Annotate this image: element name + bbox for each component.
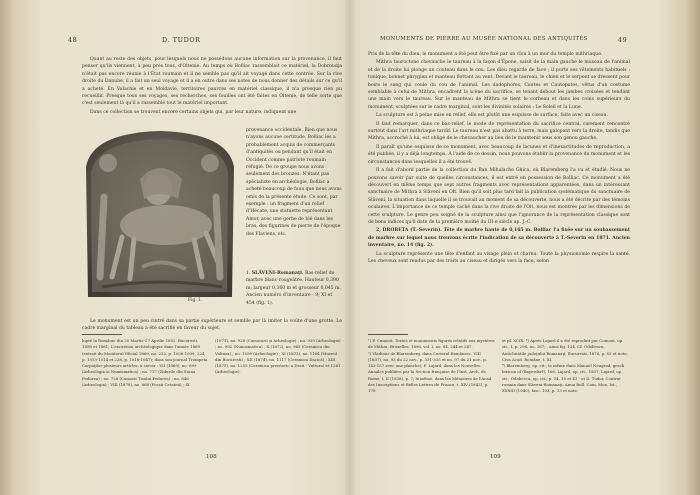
catalog-entry-text: Bas-relief de marbre blanc-rougeâtre. Hauteur 0,390 m; largeur 0,360 m et grosseur 0,045 m. Ancien numéro d'inventaire : 9; XI et 454 (fig. 1). — [246, 271, 341, 306]
right-paragraph-3: La sculpture est à peine mise en relief, elle est plutôt une esquisse de surface, faite avec un ciseau. — [376, 113, 608, 119]
right-paragraph-5: Il paraît qu'une esquisse de ce monument, avec beaucoup de lacunes et d'inexactitudes de reproduction, a été publiée, il y a déjà longtemps. À l'aide de ce dessin, nous pouvons établir la provenance du monument et les circonstances dans lesquelles il a été trouvé. — [368, 144, 630, 165]
right-footnote-rule — [368, 334, 408, 335]
right-paragraph-4: Il faut remarquer, dans ce bas-relief, le mode de représentation du sacrifice central, rarement rencontré surtout dans l'art mithriaque tardif. Le taureau n'est pas abattu à terre, mais galopant vers la droite, tandis que Mithra, accroché à lui, est obligé de le chevaucher au lieu de le maintenir sous son genou gauche. — [368, 121, 630, 142]
right-paragraph-1: Pris de la tête du dieu, le monument a été peut être fixé par un clou à un mur du temple mithriaque. — [368, 52, 603, 57]
right-footnote-3: et pl. XCIX. ³) Après Lajard il a été reproduit par Cumont, op. cit., I, p. 298, no. 187; , ainsi fig. 124. Cf. Odobescu, Antichitătile judeţului Romanaţi, Bucuresti, 1878, p. 83 et note; Civa Acad. Române, t. XI. — [502, 338, 628, 362]
left-page — [8, 0, 348, 495]
right-footnote-2: ²) Vladimir de Blaremberg, dans Curierul Românesc, VIII (1837), no. 93 du 22 nov., p. 331-335 et no. 97 du 21 nov., p. 143-157 avec une planche); F. Lajard, dans les Nouvelles Annales publiées par la Section française de l'Inst. Arch. de Rome, t. II (1838), p. 7; le même, dans les Mémoires de l'Acad. des Inscriptions et Belles Lettres de France, t. XIV (1843), p. 178 — [368, 350, 493, 394]
right-page — [352, 0, 692, 495]
left-footnote-col-1: lupté la Românie din 20 Martie-27 Aprilie 1852, Bucuresti, 1858 et 1861; L'excursion archéologique dans l'année 1869 (extrait du Monitorul Oficial 1869, no. 222, p. 1006-1009, 224, p. 1013-1014 et 228, p. 1018-1047); dans son journal Trompeta Carpaţilor plusieurs articles, à savoir : VII (1869), no. 699 (Arheologia și Numismatica) ; no. 717 (Zidurile din Stana Pedurea) ; no. 728 (Comorii Tisului Pedurea) ; no. 846 (Arheologia) ; VIII (1870), no. 868 (Focșii Cetateii) ; IX — [82, 338, 208, 388]
left-side-text — [246, 127, 342, 239]
right-paragraph-2: Mithra tauroctone chevauche le taureau à la façon d'Épone, saisit de la main gauche le museau de l'animal et de la droite lui plonge un couteau dans le cou. Les dieu regarde de face ; il porte ses vêtements habituels : tunique, bonnet phrygien et manteau flottant au vent. Devant le taureau, le chien et le serpent se dressent pour boire le sang qui coule du cou de l'animal. Les dadophores, Cautes et Cautopates, vêtus d'un costume semblable à celui de Mithra, encadrent la scène du sacrifice, se tenant debout les jambes croisées et tendant une main vers le taureau. Sur le manteau de Mithra se tient le corbeau et dans les coins supérieurs du monument, sculptées sur le cadre marginal, sont les divinités solaires : Le Soleil et la Lune. — [368, 60, 630, 110]
left-page-number: 108 — [206, 454, 217, 460]
right-header-folio: 49 — [618, 36, 628, 44]
right-header-title: MONUMENTS DE PIERRE AU MUSÉE NATIONAL DES ANTIQUITÉS — [380, 36, 588, 42]
catalog-entry-2: 2, DROBETA (T.-Severin). Tête de marbre haute de 0,165 m. Bolliac l'a fixée sur un soubassement de marbre sur lequel nous trouvons écrite l'indication de sa découverte à T.-Severin en 1871. Ancien inventaire, no. 14 (fig. 2). — [368, 228, 630, 249]
left-footnote-rule — [82, 334, 122, 335]
left-intro-paragraph-1: Quant au reste des objets, pour lesquels nous ne possédons aucune information sur la provenance, il faut penser qu'ils viennent, à peu près tous, d'Oltenie. Au temps où Bolliac rassemblait ce matériel, la Dobroudja n'était pas encore réunie à l'État roumain et il ne semble pas qu'il ait voyagé dans cette contrée. Sur la rive droite du Danube, il a fait un seul voyage et il a en outre dans ses notes de nous donner des détails sur ce qu'il a acheté. En Valachie et en Moldavie, territoires pauvres en matériel classique, il n'a presque rien pu recueillir. Presque tous ses voyages, ses recherches, ses fouilles ont été faites en Oltenie, de telle sorte que c'est seulement là qu'il a rassemblé tout le matériel important. — [82, 57, 342, 107]
catalog-entry-place: SLĂVENI-Romanaţi. — [251, 271, 304, 276]
left-after-text — [82, 318, 342, 334]
left-footnote-col-2: (1871), no. 928 (Comorarii și Arheologie) ; no. 939 (Arheologie) ; no. 992 (Numismatica) ; X (1872), no. 965 (Ceramica din Vultura) ; no. 1059 (Arheologie) ; XI (1873), no. 1164 (Muzeul din Bucuresti) ; XII (1874), no. 1117 (Ceramica Dacică) ; XIII (1875), no. 1255 (Ceramica preistoric a Dacii - Vultura) et 1261 (Arheologie). — [215, 338, 341, 375]
right-main-text — [368, 51, 630, 266]
right-footnotes — [368, 338, 630, 395]
right-footnote-4: ⁴) Blaremberg, op. cit.; le même dans Manuel Neugrad, gesch lexicon of (Bayerdorf), 166. Lajard, op. cit., 1837; Lajard, op. cit.; Odobescu, op. cit., p. 14, 15 et 43 - et D. Tudor, Contrat romain dans Slăveni-Romanaţi, Anua Bull. Com. Mon. Ist., XXXIII (1940), fasc. 103, p. 13 et note. — [502, 363, 625, 394]
left-footnotes — [82, 338, 342, 388]
right-page-number: 109 — [490, 454, 501, 460]
right-paragraph-8: La sculpture représente une tête d'enfant au visage plein et charnu. Toute la physionomie respire la santé. Les cheveux sont rendus par des traits au ciseau et dirigés vers la face, selon — [368, 251, 630, 264]
mithras-relief-image — [82, 127, 237, 302]
left-header-title: D. TUDOR — [162, 36, 201, 44]
right-paragraph-6: Il a fait d'abord partie de la collection du Ban Mihalache Ghica, où Blaremberg l'a vu et étudié. Nous ne pouvons savoir par suite de quelles circonstances, il est entré en possession de Bolliac. Ce monument a été découvert en même temps que sept autres fragments avec représentations apparentées, dans un intéressant sanctuaire de Mithra à Slăveni en Olt. Bien qu'il soit plus tard fait la publication systématique du sanctuaire de Slăveni, la situation dans laquelle il se trouvait au moment de sa découverte, nous a été décrite par des témoins oculaires. L'importance de ce temple caché dans la rive droite de l'Olt, nous est montrée par les dimensions de cette sculpture. Le genre peu soigné de la sculpture ainsi que l'ignorance de la représentation classique sont de bons indices qu'il date de la première moitié du III-e siècle ap. J.-C. — [368, 168, 630, 225]
catalog-entry-number: 1. — [246, 271, 251, 276]
figure-label: Fig. 1. — [188, 298, 203, 303]
left-after-paragraph: Le monument est un peu cintré dans sa partie supérieure et semble par là imiter la voûte d'une grotte. Le cadre marginal du tableau a été sacrifié en faveur du sujet, — [82, 319, 342, 332]
left-side-paragraph: provenance occidentale. Bien que nous n'ayons aucune certitude, Bolliac les a probablement acquis de commerçants d'antiquités ou pendant qu'il était en Occident comme patriote roumain réfugié. De ce groupe nous avons seulement des bronzes. N'étant pas spécialiste en archéologie, Bolliac a acheté beaucoup de faux que nous avons omis de la présente étude. Ce sont, par exemple : un fragment d'un relief d'Hécate, une statuette représentant Amor, avec une gerbe de blé dans les bras, des figurines de pierre de l'époque des Flaviens, etc. — [246, 128, 342, 237]
catalog-entry-1 — [246, 270, 342, 307]
left-intro-paragraph-2: Dans ce collection se trouvent encore certains objets qui, par leur nature, indiquent une — [90, 109, 297, 115]
left-header-folio: 48 — [68, 36, 78, 44]
left-intro-text — [82, 56, 342, 117]
right-footnote-1: ¹) F. Cumont, Textes et monuments figurés relatifs aux mystères de Mithra, Bruxelles, 1896, vol. I, no. 84, 244 et 247. — [368, 338, 495, 350]
